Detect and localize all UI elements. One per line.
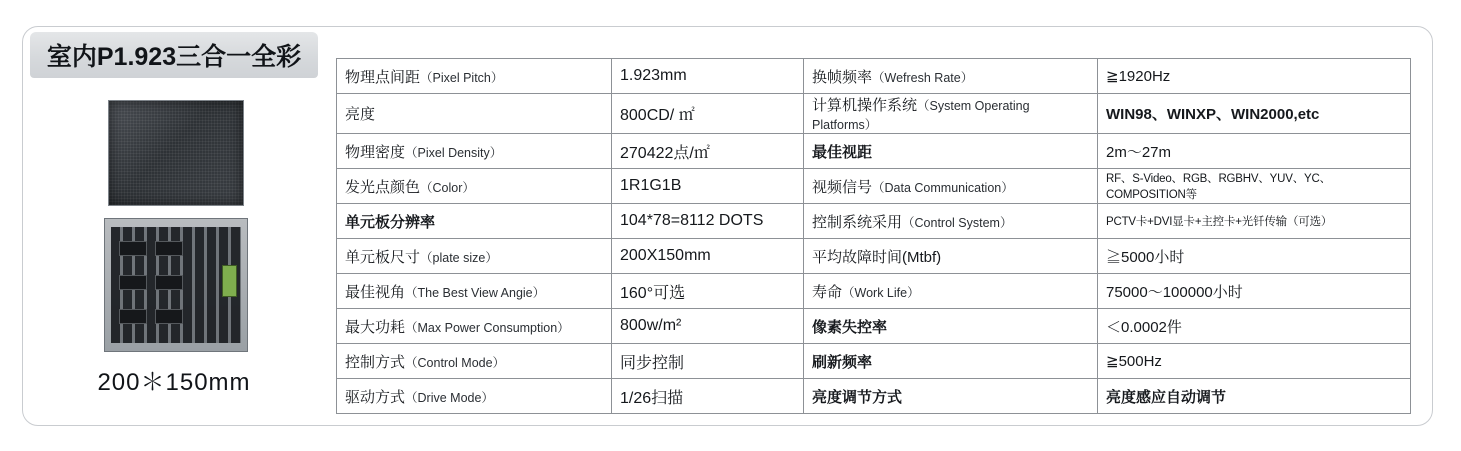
spec-label-right-en: （System Operating Platforms） [812,99,1030,132]
spec-label-right [804,59,1098,94]
spec-label-right [804,344,1098,379]
spec-value-right: RF、S-Video、RGB、RGBHV、YUV、YC、COMPOSITION等 [1098,169,1411,204]
spec-value-right: WIN98、WINXP、WIN2000,etc [1098,94,1411,134]
table-row [337,204,1411,239]
product-title: 室内P1.923三合一全彩 [46,43,302,71]
table-row [337,309,1411,344]
spec-label-left [337,239,612,274]
table-row [337,94,1411,134]
spec-value-left: 1/26扫描 [612,379,804,414]
spec-label-right [804,274,1098,309]
spec-label-left-cn: 物理点间距 [345,68,421,86]
driver-chip [119,241,147,256]
spec-label-right-cn: 控制系统采用 [812,213,903,231]
driver-chip [155,241,183,256]
spec-label-right-cn: 亮度调节方式 [812,388,903,406]
spec-label-left-cn: 亮度 [345,106,376,123]
spec-label-left-cn: 最大功耗 [345,318,406,336]
table-row [337,134,1411,169]
specification-table [336,58,1411,414]
spec-label-right-cn: 寿命 [812,283,843,301]
power-connector [222,265,237,297]
spec-label-left-en: （plate size） [420,250,498,265]
spec-label-left-cn: 驱动方式 [345,388,406,406]
spec-label-right-en: （Control System） [902,215,1013,230]
module-size-label: 200＊150mm [97,369,251,396]
spec-label-left-en: （Color） [420,180,475,195]
spec-label-right-cn: 最佳视距 [812,143,873,161]
spec-label-right [804,309,1098,344]
driver-chip [119,275,147,290]
spec-value-right: PCTV卡+DVI显卡+主控卡+光钎传输（可选） [1098,204,1411,239]
spec-label-left-cn: 控制方式 [345,353,406,371]
driver-chip [155,309,183,324]
spec-label-left-cn: 发光点颜色 [345,178,421,196]
spec-label-right-cn: 视频信号 [812,178,873,196]
table-row [337,344,1411,379]
spec-label-right [804,94,1098,134]
spec-label-right-cn: 像素失控率 [812,318,888,336]
spec-label-right-en: （Wefresh Rate） [872,70,974,85]
table-row [337,239,1411,274]
spec-value-left: 同步控制 [612,344,804,379]
driver-chip [155,275,183,290]
spec-value-right: ≧1920Hz [1098,59,1411,94]
led-module-back-photo [104,218,248,352]
spec-label-left-en: （Pixel Pitch） [420,70,504,85]
table-row [337,59,1411,94]
spec-label-left [337,94,612,134]
spec-label-left [337,169,612,204]
spec-label-right-en: （Work Life） [842,285,920,300]
spec-value-right: ≧500Hz [1098,344,1411,379]
spec-label-right-cn: 计算机操作系统 [812,97,918,114]
spec-value-left: 800CD/ ㎡ [612,94,804,134]
spec-label-left [337,344,612,379]
spec-value-right: 75000～100000小时 [1098,274,1411,309]
spec-label-right-en: （Data Communication） [872,180,1014,195]
spec-label-left [337,379,612,414]
spec-value-left: 270422点/㎡ [612,134,804,169]
spec-value-left: 200X150mm [612,239,804,274]
driver-chip [119,309,147,324]
spec-table-body [337,59,1411,414]
table-row [337,169,1411,204]
spec-label-right-cn: 换帧频率 [812,68,873,86]
spec-label-left-en: （Drive Mode） [405,390,494,405]
spec-label-left [337,309,612,344]
spec-value-right: 2m～27m [1098,134,1411,169]
spec-value-left: 104*78=8112 DOTS [612,204,804,239]
spec-label-left [337,274,612,309]
spec-label-left-cn: 最佳视角 [345,283,406,301]
spec-label-left-en: （Max Power Consumption） [405,320,570,335]
spec-value-left: 1.923mm [612,59,804,94]
product-title-plate [30,32,318,78]
spec-value-left: 800w/m² [612,309,804,344]
spec-label-left [337,59,612,94]
spec-label-left-cn: 单元板尺寸 [345,248,421,266]
spec-value-right: ＜0.0002件 [1098,309,1411,344]
table-row [337,274,1411,309]
spec-value-left: 1R1G1B [612,169,804,204]
product-panel [30,32,318,422]
spec-label-left-cn: 物理密度 [345,143,406,161]
table-row [337,379,1411,414]
spec-label-left-en: （The Best View Angie） [405,285,546,300]
spec-value-left: 160°可选 [612,274,804,309]
spec-value-right: ≧5000小时 [1098,239,1411,274]
spec-label-left [337,204,612,239]
spec-label-left-en: （Control Mode） [405,355,506,370]
spec-label-right-cn: 刷新频率 [812,353,873,371]
spec-label-left-en: （Pixel Density） [405,145,503,160]
spec-label-right [804,134,1098,169]
spec-label-right [804,169,1098,204]
spec-value-right: 亮度感应自动调节 [1098,379,1411,414]
spec-label-left-cn: 单元板分辨率 [345,213,436,231]
led-module-front-photo [108,100,244,206]
spec-label-right [804,239,1098,274]
spec-label-right [804,379,1098,414]
spec-label-right [804,204,1098,239]
spec-label-right-cn: 平均故障时间(Mtbf) [812,248,942,266]
spec-label-left [337,134,612,169]
